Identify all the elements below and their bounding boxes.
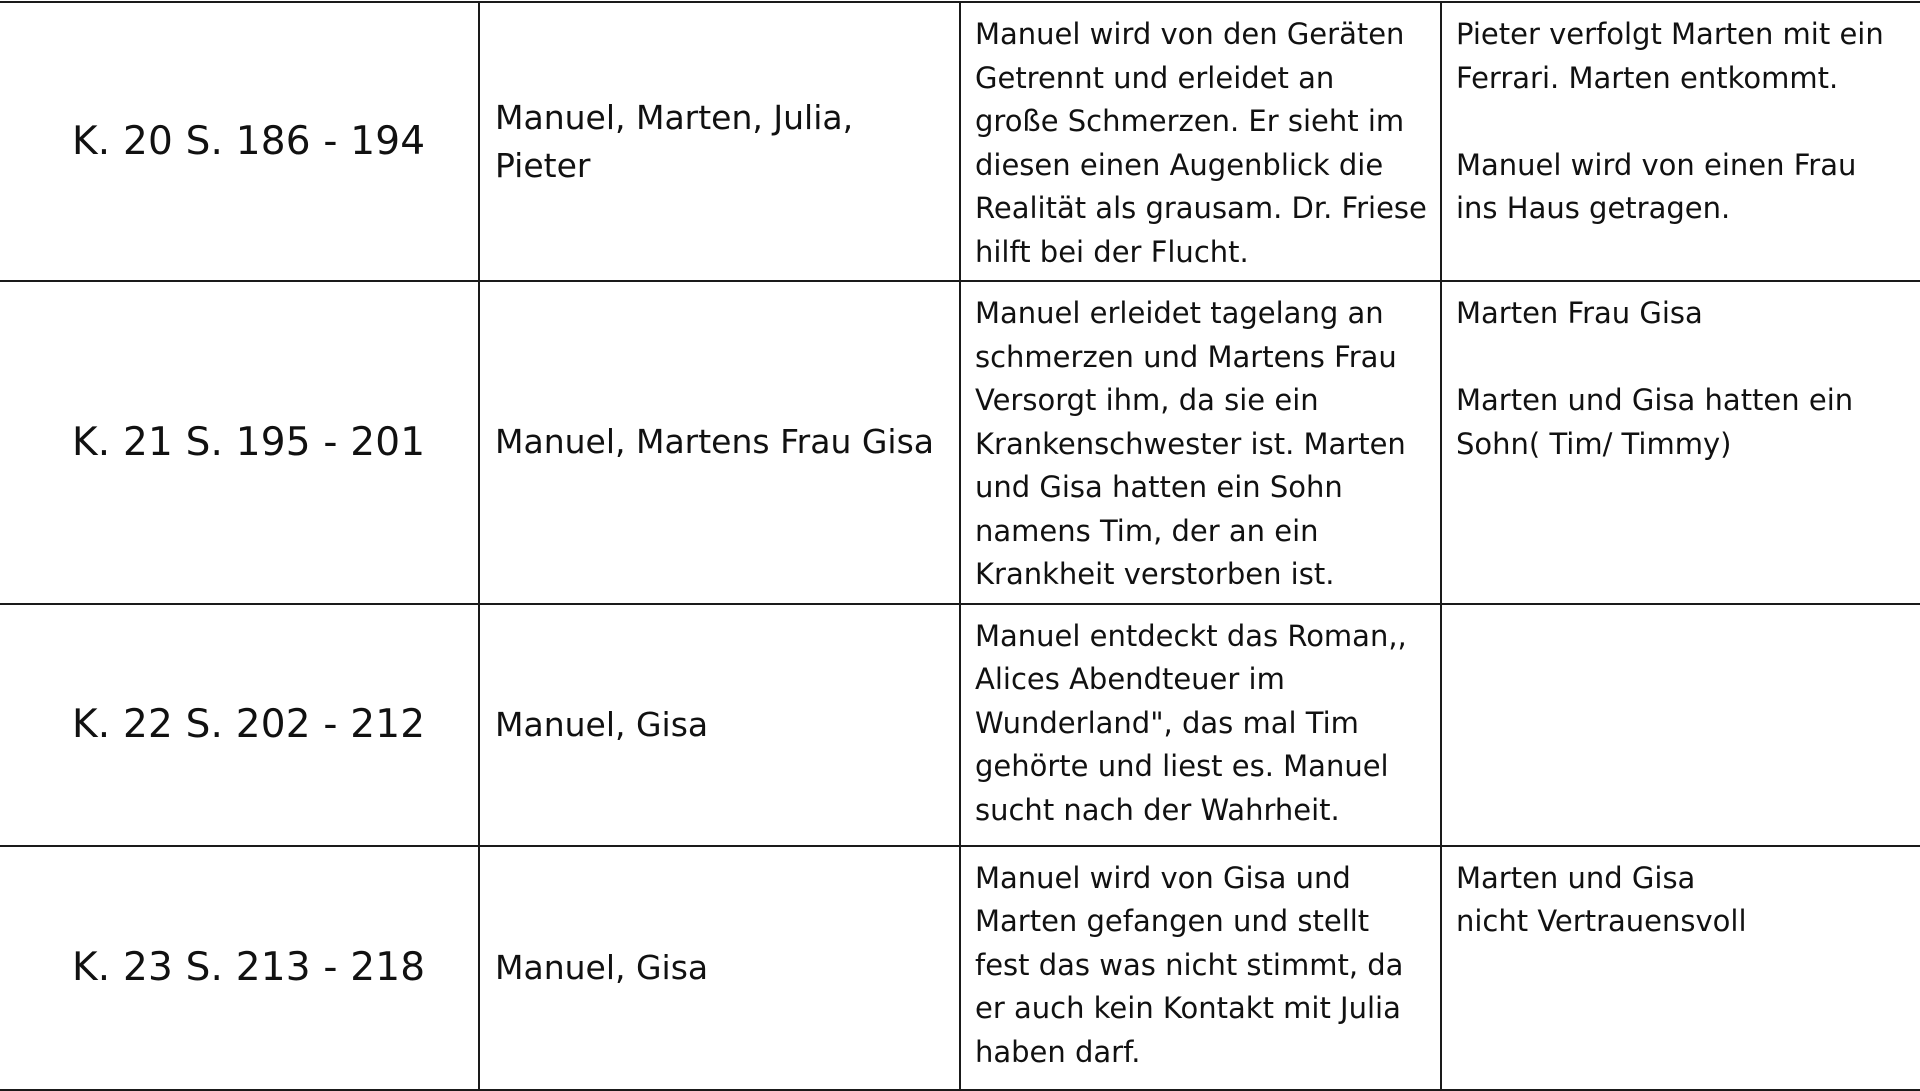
- characters-line: Manuel, Gisa: [495, 704, 709, 744]
- characters-cell: [479, 281, 960, 604]
- content-line: diesen einen Augenblick die: [975, 147, 1384, 182]
- content-line: Manuel erleidet tagelang an: [975, 296, 1384, 330]
- chapter-label: K. 22 S. 202 - 212: [72, 702, 426, 747]
- characters-line: Manuel, Martens Frau Gisa: [495, 422, 935, 462]
- notes-spacer: [1456, 100, 1908, 144]
- content-cell: [960, 846, 1441, 1090]
- characters-cell: [479, 846, 960, 1090]
- chapter-label: K. 21 S. 195 - 201: [72, 419, 426, 465]
- content-line: schmerzen und Martens Frau: [975, 339, 1397, 374]
- content-line: Wunderland", das mal Tim: [975, 705, 1359, 740]
- content-line: Krankheit verstorben ist.: [975, 557, 1335, 591]
- content-line: Manuel entdeckt das Roman,,: [975, 618, 1407, 653]
- content-line: Getrennt und erleidet an: [975, 60, 1335, 95]
- notes-line: nicht Vertrauensvoll: [1456, 904, 1747, 938]
- notes-line: Manuel wird von einen Frau: [1456, 147, 1857, 182]
- chapter-cell: [0, 604, 479, 846]
- chapter-label: K. 20 S. 186 - 194: [72, 119, 426, 164]
- table-row: [0, 281, 1920, 604]
- notes-line: Marten Frau Gisa: [1456, 296, 1703, 330]
- table-row: [0, 2, 1920, 281]
- content-line: namens Tim, der an ein: [975, 513, 1319, 548]
- content-line: haben darf.: [975, 1034, 1141, 1069]
- characters-line: Manuel, Marten, Julia,: [495, 97, 854, 137]
- characters-line: Pieter: [495, 145, 591, 185]
- content-line: Realität als grausam. Dr. Friese: [975, 191, 1427, 225]
- notes-line: Marten und Gisa: [1456, 860, 1696, 895]
- content-cell: [960, 281, 1441, 604]
- notes-line: Pieter verfolgt Marten mit ein: [1456, 17, 1884, 51]
- table-row: [0, 846, 1920, 1090]
- content-cell: [960, 2, 1441, 281]
- notes-cell: [1441, 281, 1920, 604]
- chapter-cell: [0, 281, 479, 604]
- notes-cell: [1441, 846, 1920, 1090]
- characters-line: Manuel, Gisa: [495, 947, 709, 987]
- content-line: Manuel wird von Gisa und: [975, 860, 1351, 895]
- notes-line: Sohn( Tim/ Timmy): [1456, 426, 1732, 461]
- notes-cell: [1441, 2, 1920, 281]
- content-line: Krankenschwester ist. Marten: [975, 426, 1406, 461]
- chapter-cell: [0, 2, 479, 281]
- chapter-cell: [0, 846, 479, 1090]
- chapter-label: K. 23 S. 213 - 218: [72, 945, 426, 990]
- content-line: er auch kein Kontakt mit Julia: [975, 991, 1401, 1025]
- content-line: Versorgt ihm, da sie ein: [975, 383, 1319, 417]
- notes-line: Marten und Gisa hatten ein: [1456, 383, 1854, 417]
- notes-spacer: [1456, 336, 1908, 380]
- content-line: sucht nach der Wahrheit.: [975, 792, 1340, 827]
- content-line: Alices Abendteuer im: [975, 662, 1285, 696]
- notes-line: Ferrari. Marten entkommt.: [1456, 60, 1839, 95]
- notes-line: ins Haus getragen.: [1456, 191, 1731, 225]
- content-cell: [960, 604, 1441, 846]
- content-line: Marten gefangen und stellt: [975, 904, 1370, 938]
- table-row: [0, 604, 1920, 846]
- content-line: und Gisa hatten ein Sohn: [975, 470, 1343, 504]
- content-line: hilft bei der Flucht.: [975, 234, 1249, 269]
- notes-cell: [1441, 604, 1920, 846]
- content-line: fest das was nicht stimmt, da: [975, 947, 1404, 982]
- chapter-summary-table: [0, 1, 1920, 1091]
- content-line: Manuel wird von den Geräten: [975, 17, 1405, 51]
- content-line: große Schmerzen. Er sieht im: [975, 104, 1405, 138]
- characters-cell: [479, 604, 960, 846]
- content-line: gehörte und liest es. Manuel: [975, 749, 1389, 783]
- characters-cell: [479, 2, 960, 281]
